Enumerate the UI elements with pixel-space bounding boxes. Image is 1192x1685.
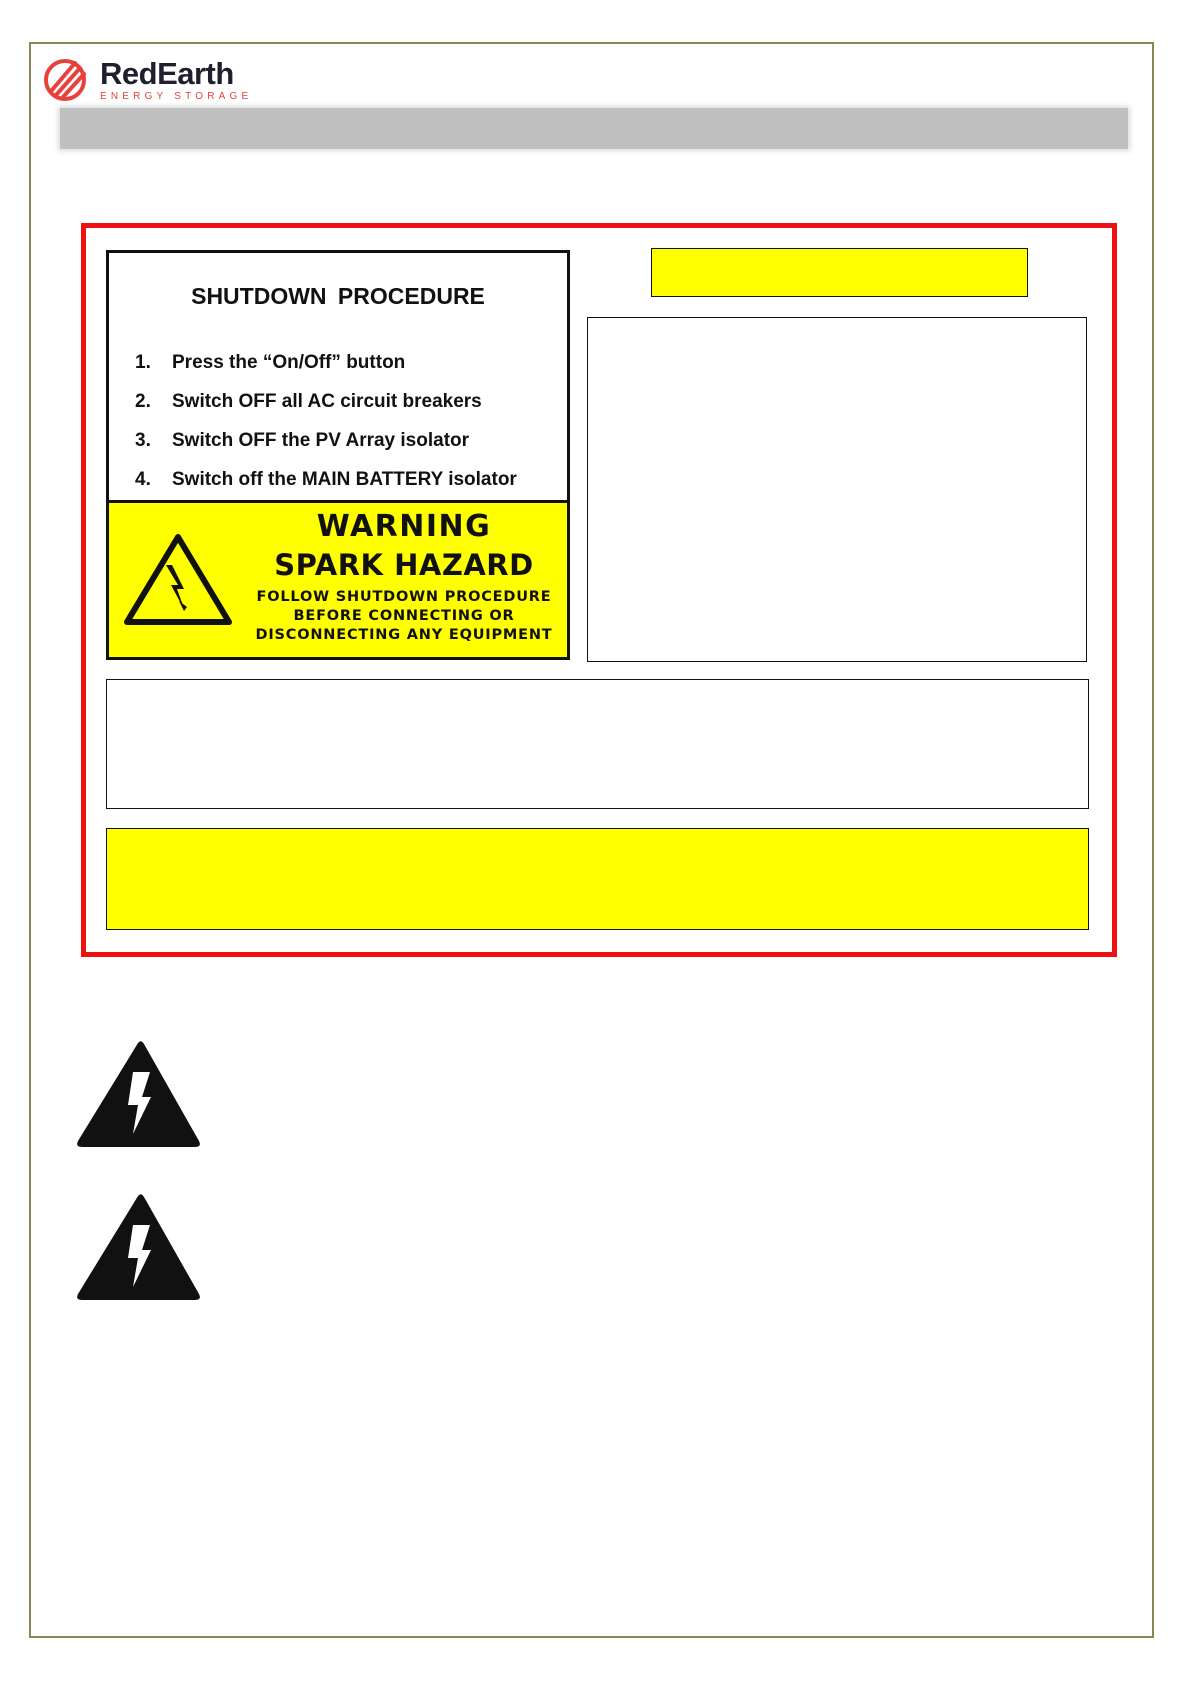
shutdown-procedure-box (106, 250, 570, 660)
warning-line: DISCONNECTING ANY EQUIPMENT (255, 627, 553, 643)
electrical-hazard-icon (75, 1039, 202, 1151)
electrical-hazard-icon (121, 531, 235, 629)
step-text: Switch off the MAIN BATTERY isolator (172, 469, 517, 490)
header-bar (60, 108, 1128, 149)
step-text: Switch OFF all AC circuit breakers (172, 391, 482, 412)
warning-line: BEFORE CONNECTING OR (293, 608, 515, 624)
warning-title: WARNING (316, 509, 492, 544)
step-number: 2. (135, 391, 151, 412)
brand-name: RedEarth (100, 56, 234, 91)
step-number: 3. (135, 430, 151, 451)
blank-details-box (106, 679, 1089, 809)
step-text: Switch OFF the PV Array isolator (172, 430, 470, 451)
blank-info-box (587, 317, 1087, 662)
yellow-label-strip (651, 248, 1028, 297)
brand-tagline: ENERGY STORAGE (100, 91, 253, 102)
redearth-logo-icon (42, 56, 92, 104)
warning-subtitle: SPARK HAZARD (274, 548, 534, 582)
warning-line: FOLLOW SHUTDOWN PROCEDURE (256, 589, 552, 605)
step-text: Press the “On/Off” button (172, 352, 406, 373)
electrical-hazard-icon (75, 1192, 202, 1304)
shutdown-step (135, 391, 517, 430)
spark-hazard-warning (109, 500, 567, 657)
shutdown-title: SHUTDOWN PROCEDURE (191, 283, 485, 309)
shutdown-steps (135, 352, 517, 508)
shutdown-step (135, 352, 517, 391)
step-number: 4. (135, 469, 151, 490)
yellow-notice-band (106, 828, 1089, 930)
shutdown-step (135, 430, 517, 469)
step-number: 1. (135, 352, 151, 373)
warning-message (236, 588, 572, 645)
redearth-logo (42, 56, 253, 106)
